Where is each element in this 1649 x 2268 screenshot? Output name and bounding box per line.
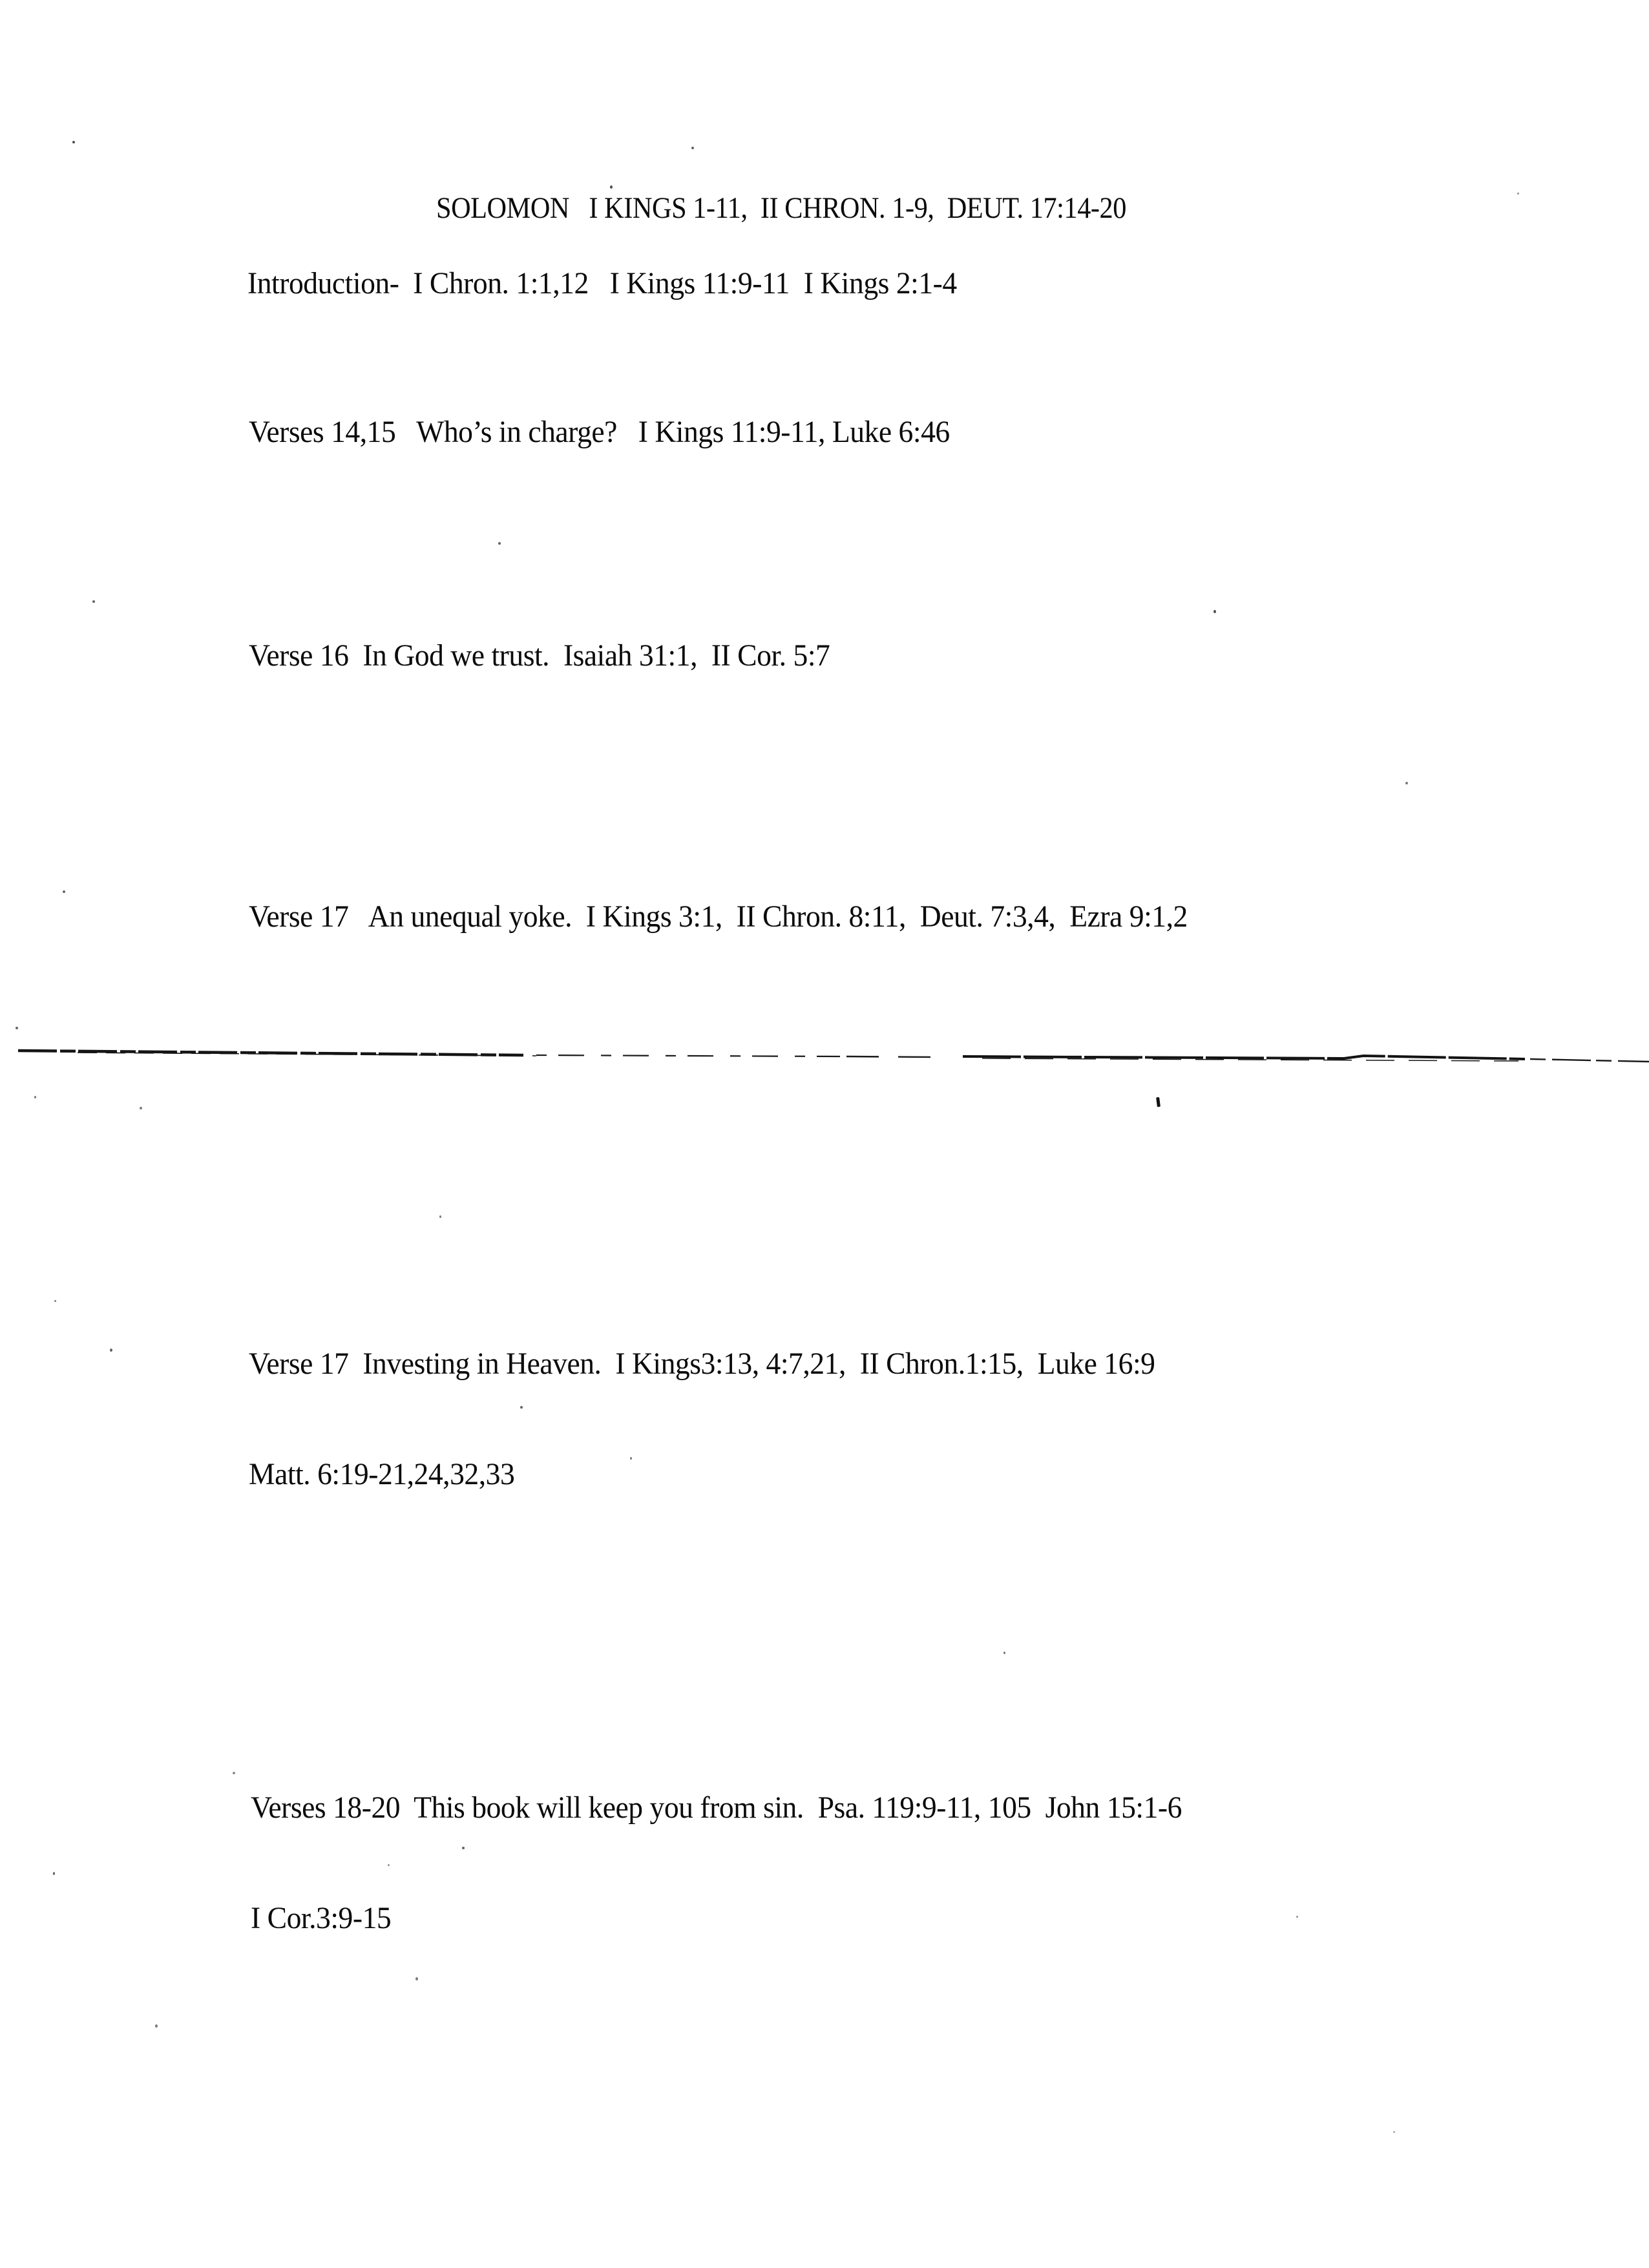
scan-speck — [1296, 1916, 1298, 1918]
scan-speck — [610, 185, 613, 189]
scan-speck — [630, 1457, 632, 1460]
scan-speck — [439, 1215, 441, 1218]
scan-speck — [63, 890, 65, 893]
scan-speck — [110, 1349, 112, 1352]
scan-speck — [415, 1977, 418, 1980]
scan-speck — [34, 1096, 36, 1098]
scan-speck — [140, 1107, 142, 1109]
scan-speck — [233, 1772, 235, 1774]
scan-speck — [388, 1864, 390, 1866]
scan-speck — [72, 141, 75, 143]
scan-speck — [520, 1406, 523, 1409]
scan-speck — [1213, 610, 1216, 613]
verse-17-investing-line-1: Verse 17 Investing in Heaven. I Kings3:13, 4:7,21, II Chron.1:15, Luke 16:9 — [249, 1347, 1155, 1381]
scan-speck — [1393, 2131, 1395, 2133]
introduction-line: Introduction- I Chron. 1:1,12 I Kings 11:9-11 I Kings 2:1-4 — [247, 266, 957, 300]
page-title: SOLOMON I KINGS 1-11, II CHRON. 1-9, DEUT. 17:14-20 — [436, 191, 1126, 225]
page-crease-line — [0, 1044, 1649, 1070]
verses-18-20-block — [251, 1716, 1182, 2010]
scan-speck — [54, 1300, 56, 1302]
scan-speck — [1003, 1652, 1005, 1654]
scan-speck — [498, 542, 501, 545]
verse-16-line: Verse 16 In God we trust. Isaiah 31:1, II Cor. 5:7 — [249, 638, 830, 673]
scan-speck — [53, 1872, 55, 1875]
scan-speck — [462, 1847, 465, 1849]
verse-17-yoke-line: Verse 17 An unequal yoke. I Kings 3:1, II Chron. 8:11, Deut. 7:3,4, Ezra 9:1,2 — [249, 899, 1188, 934]
verses-18-20-line-1: Verses 18-20 This book will keep you from sin. Psa. 119:9-11, 105 John 15:1-6 — [251, 1790, 1182, 1825]
scan-speck — [691, 147, 694, 149]
scan-speck — [16, 1027, 18, 1029]
verse-17-investing-block — [249, 1272, 1155, 1566]
verses-18-20-line-2: I Cor.3:9-15 — [251, 1901, 392, 1935]
scan-speck — [1517, 193, 1519, 194]
verses-14-15-line: Verses 14,15 Who’s in charge? I Kings 11:9-11, Luke 6:46 — [249, 415, 950, 449]
verse-17-investing-line-2: Matt. 6:19-21,24,32,33 — [249, 1457, 515, 1491]
scan-speck — [92, 600, 95, 603]
tick-mark-artifact — [1156, 1097, 1161, 1107]
scan-speck — [1405, 782, 1408, 784]
scan-speck — [155, 2024, 158, 2028]
